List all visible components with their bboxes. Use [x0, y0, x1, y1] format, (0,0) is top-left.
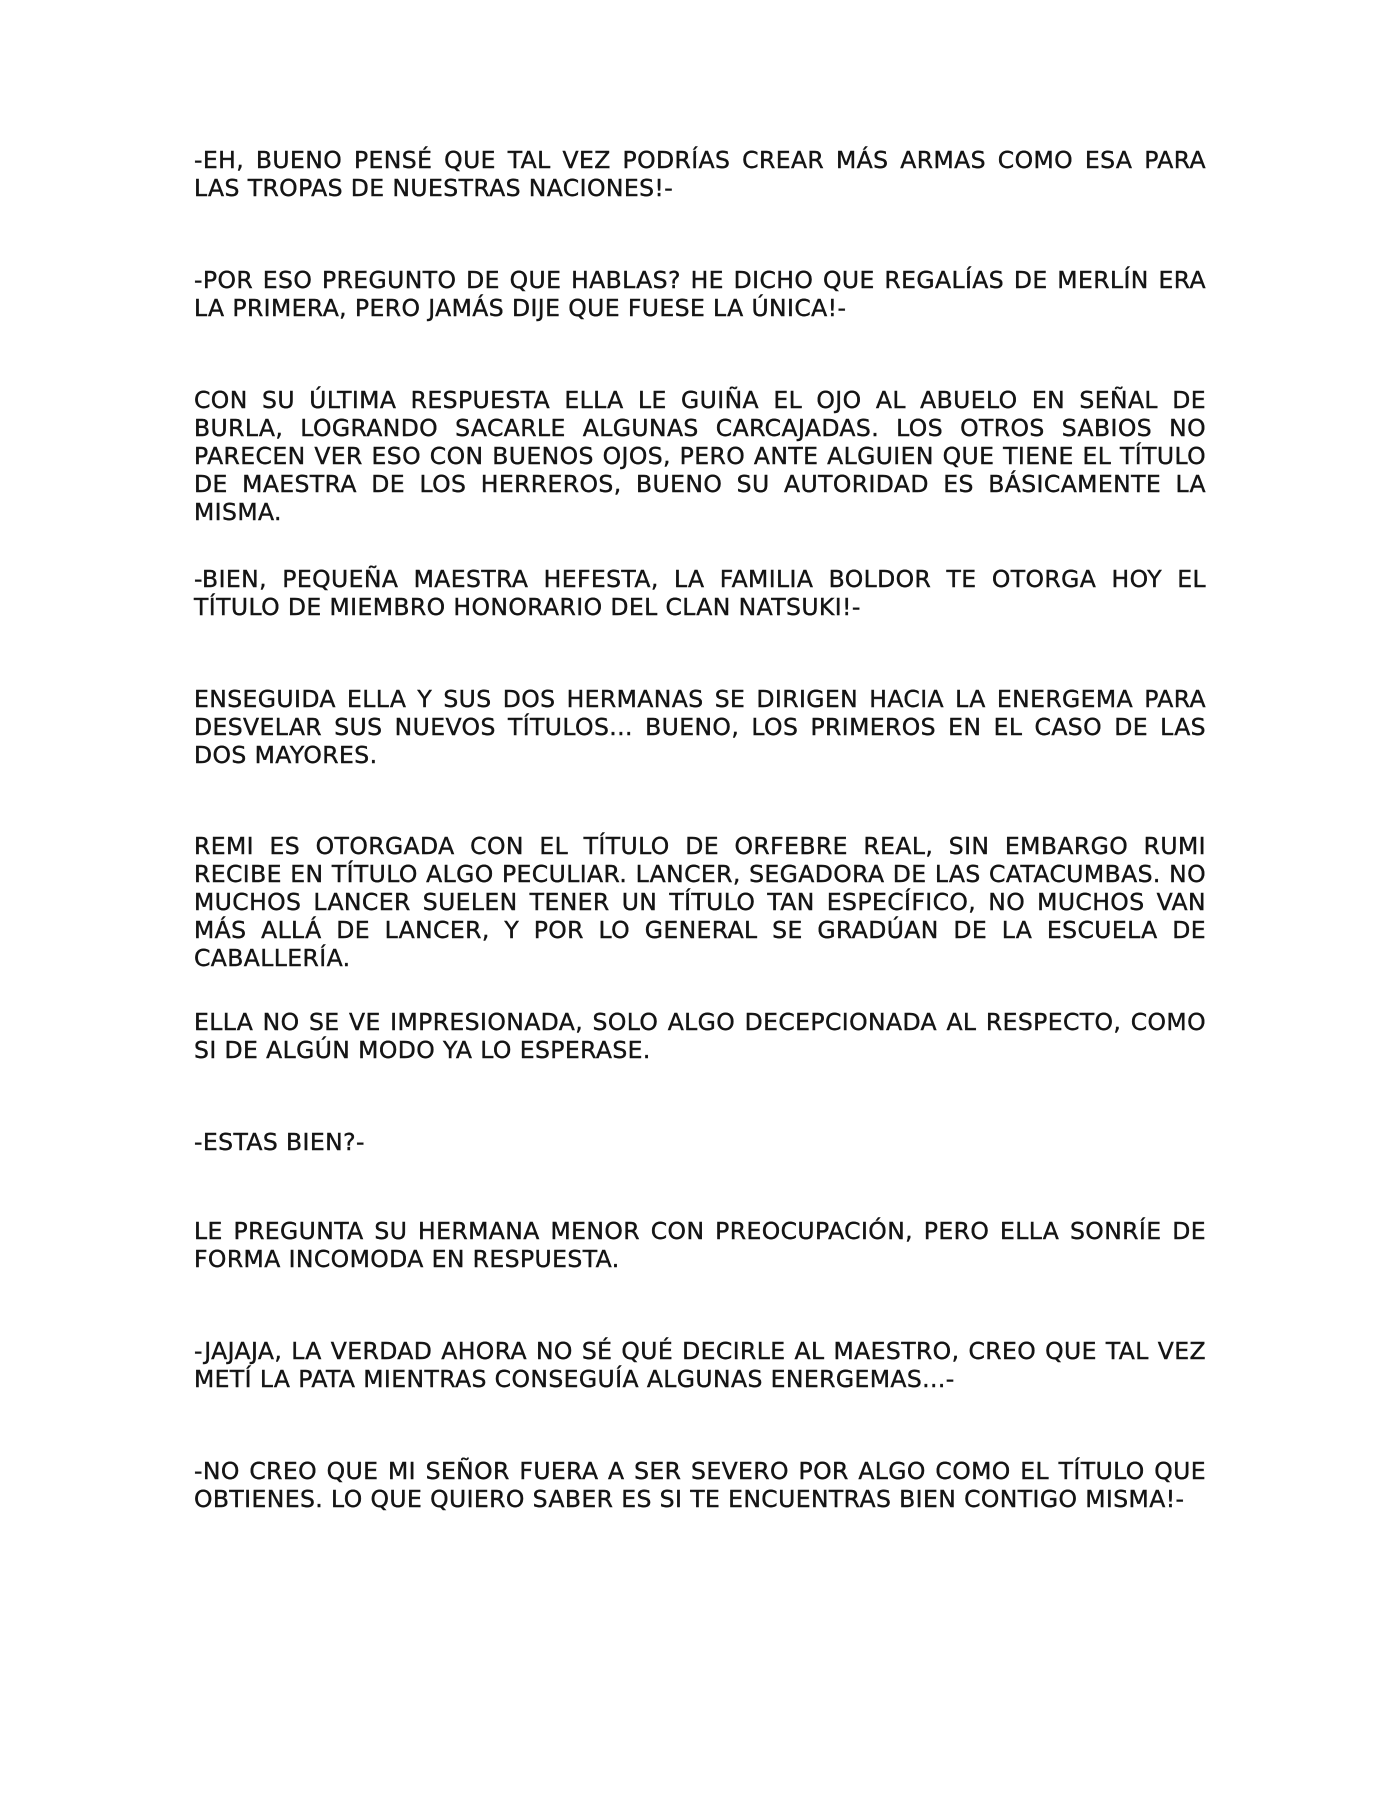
paragraph-9: LE PREGUNTA SU HERMANA MENOR CON PREOCUPACIÓN, PERO ELLA SONRÍE DE FORMA INCOMODA EN RESPUESTA. [194, 1217, 1206, 1273]
paragraph-3: CON SU ÚLTIMA RESPUESTA ELLA LE GUIÑA EL OJO AL ABUELO EN SEÑAL DE BURLA, LOGRANDO SACARLE ALGUNAS CARCAJADAS. LOS OTROS SABIOS NO PARECEN VER ESO CON BUENOS OJOS, PERO ANTE ALGUIEN QUE TIENE EL TÍTULO DE MAESTRA DE LOS HERREROS, BUENO SU AUTORIDAD ES BÁSICAMENTE LA MISMA. [194, 386, 1206, 526]
paragraph-7: ELLA NO SE VE IMPRESIONADA, SOLO ALGO DECEPCIONADA AL RESPECTO, COMO SI DE ALGÚN MODO YA LO ESPERASE. [194, 1008, 1206, 1064]
paragraph-8: -ESTAS BIEN?- [194, 1128, 365, 1156]
paragraph-2: -POR ESO PREGUNTO DE QUE HABLAS? HE DICHO QUE REGALÍAS DE MERLÍN ERA LA PRIMERA, PERO JAMÁS DIJE QUE FUESE LA ÚNICA!- [194, 266, 1206, 322]
paragraph-4: -BIEN, PEQUEÑA MAESTRA HEFESTA, LA FAMILIA BOLDOR TE OTORGA HOY EL TÍTULO DE MIEMBRO HONORARIO DEL CLAN NATSUKI!- [194, 565, 1206, 621]
paragraph-10: -JAJAJA, LA VERDAD AHORA NO SÉ QUÉ DECIRLE AL MAESTRO, CREO QUE TAL VEZ METÍ LA PATA MIENTRAS CONSEGUÍA ALGUNAS ENERGEMAS...- [194, 1337, 1206, 1393]
paragraph-1: -EH, BUENO PENSÉ QUE TAL VEZ PODRÍAS CREAR MÁS ARMAS COMO ESA PARA LAS TROPAS DE NUESTRAS NACIONES!- [194, 146, 1206, 202]
paragraph-5: ENSEGUIDA ELLA Y SUS DOS HERMANAS SE DIRIGEN HACIA LA ENERGEMA PARA DESVELAR SUS NUEVOS TÍTULOS... BUENO, LOS PRIMEROS EN EL CASO DE LAS DOS MAYORES. [194, 685, 1206, 769]
paragraph-11: -NO CREO QUE MI SEÑOR FUERA A SER SEVERO POR ALGO COMO EL TÍTULO QUE OBTIENES. LO QUE QUIERO SABER ES SI TE ENCUENTRAS BIEN CONTIGO MISMA!- [194, 1457, 1206, 1513]
paragraph-6: REMI ES OTORGADA CON EL TÍTULO DE ORFEBRE REAL, SIN EMBARGO RUMI RECIBE EN TÍTULO ALGO PECULIAR. LANCER, SEGADORA DE LAS CATACUMBAS. NO MUCHOS LANCER SUELEN TENER UN TÍTULO TAN ESPECÍFICO, NO MUCHOS VAN MÁS ALLÁ DE LANCER, Y POR LO GENERAL SE GRADÚAN DE LA ESCUELA DE CABALLERÍA. [194, 832, 1206, 972]
